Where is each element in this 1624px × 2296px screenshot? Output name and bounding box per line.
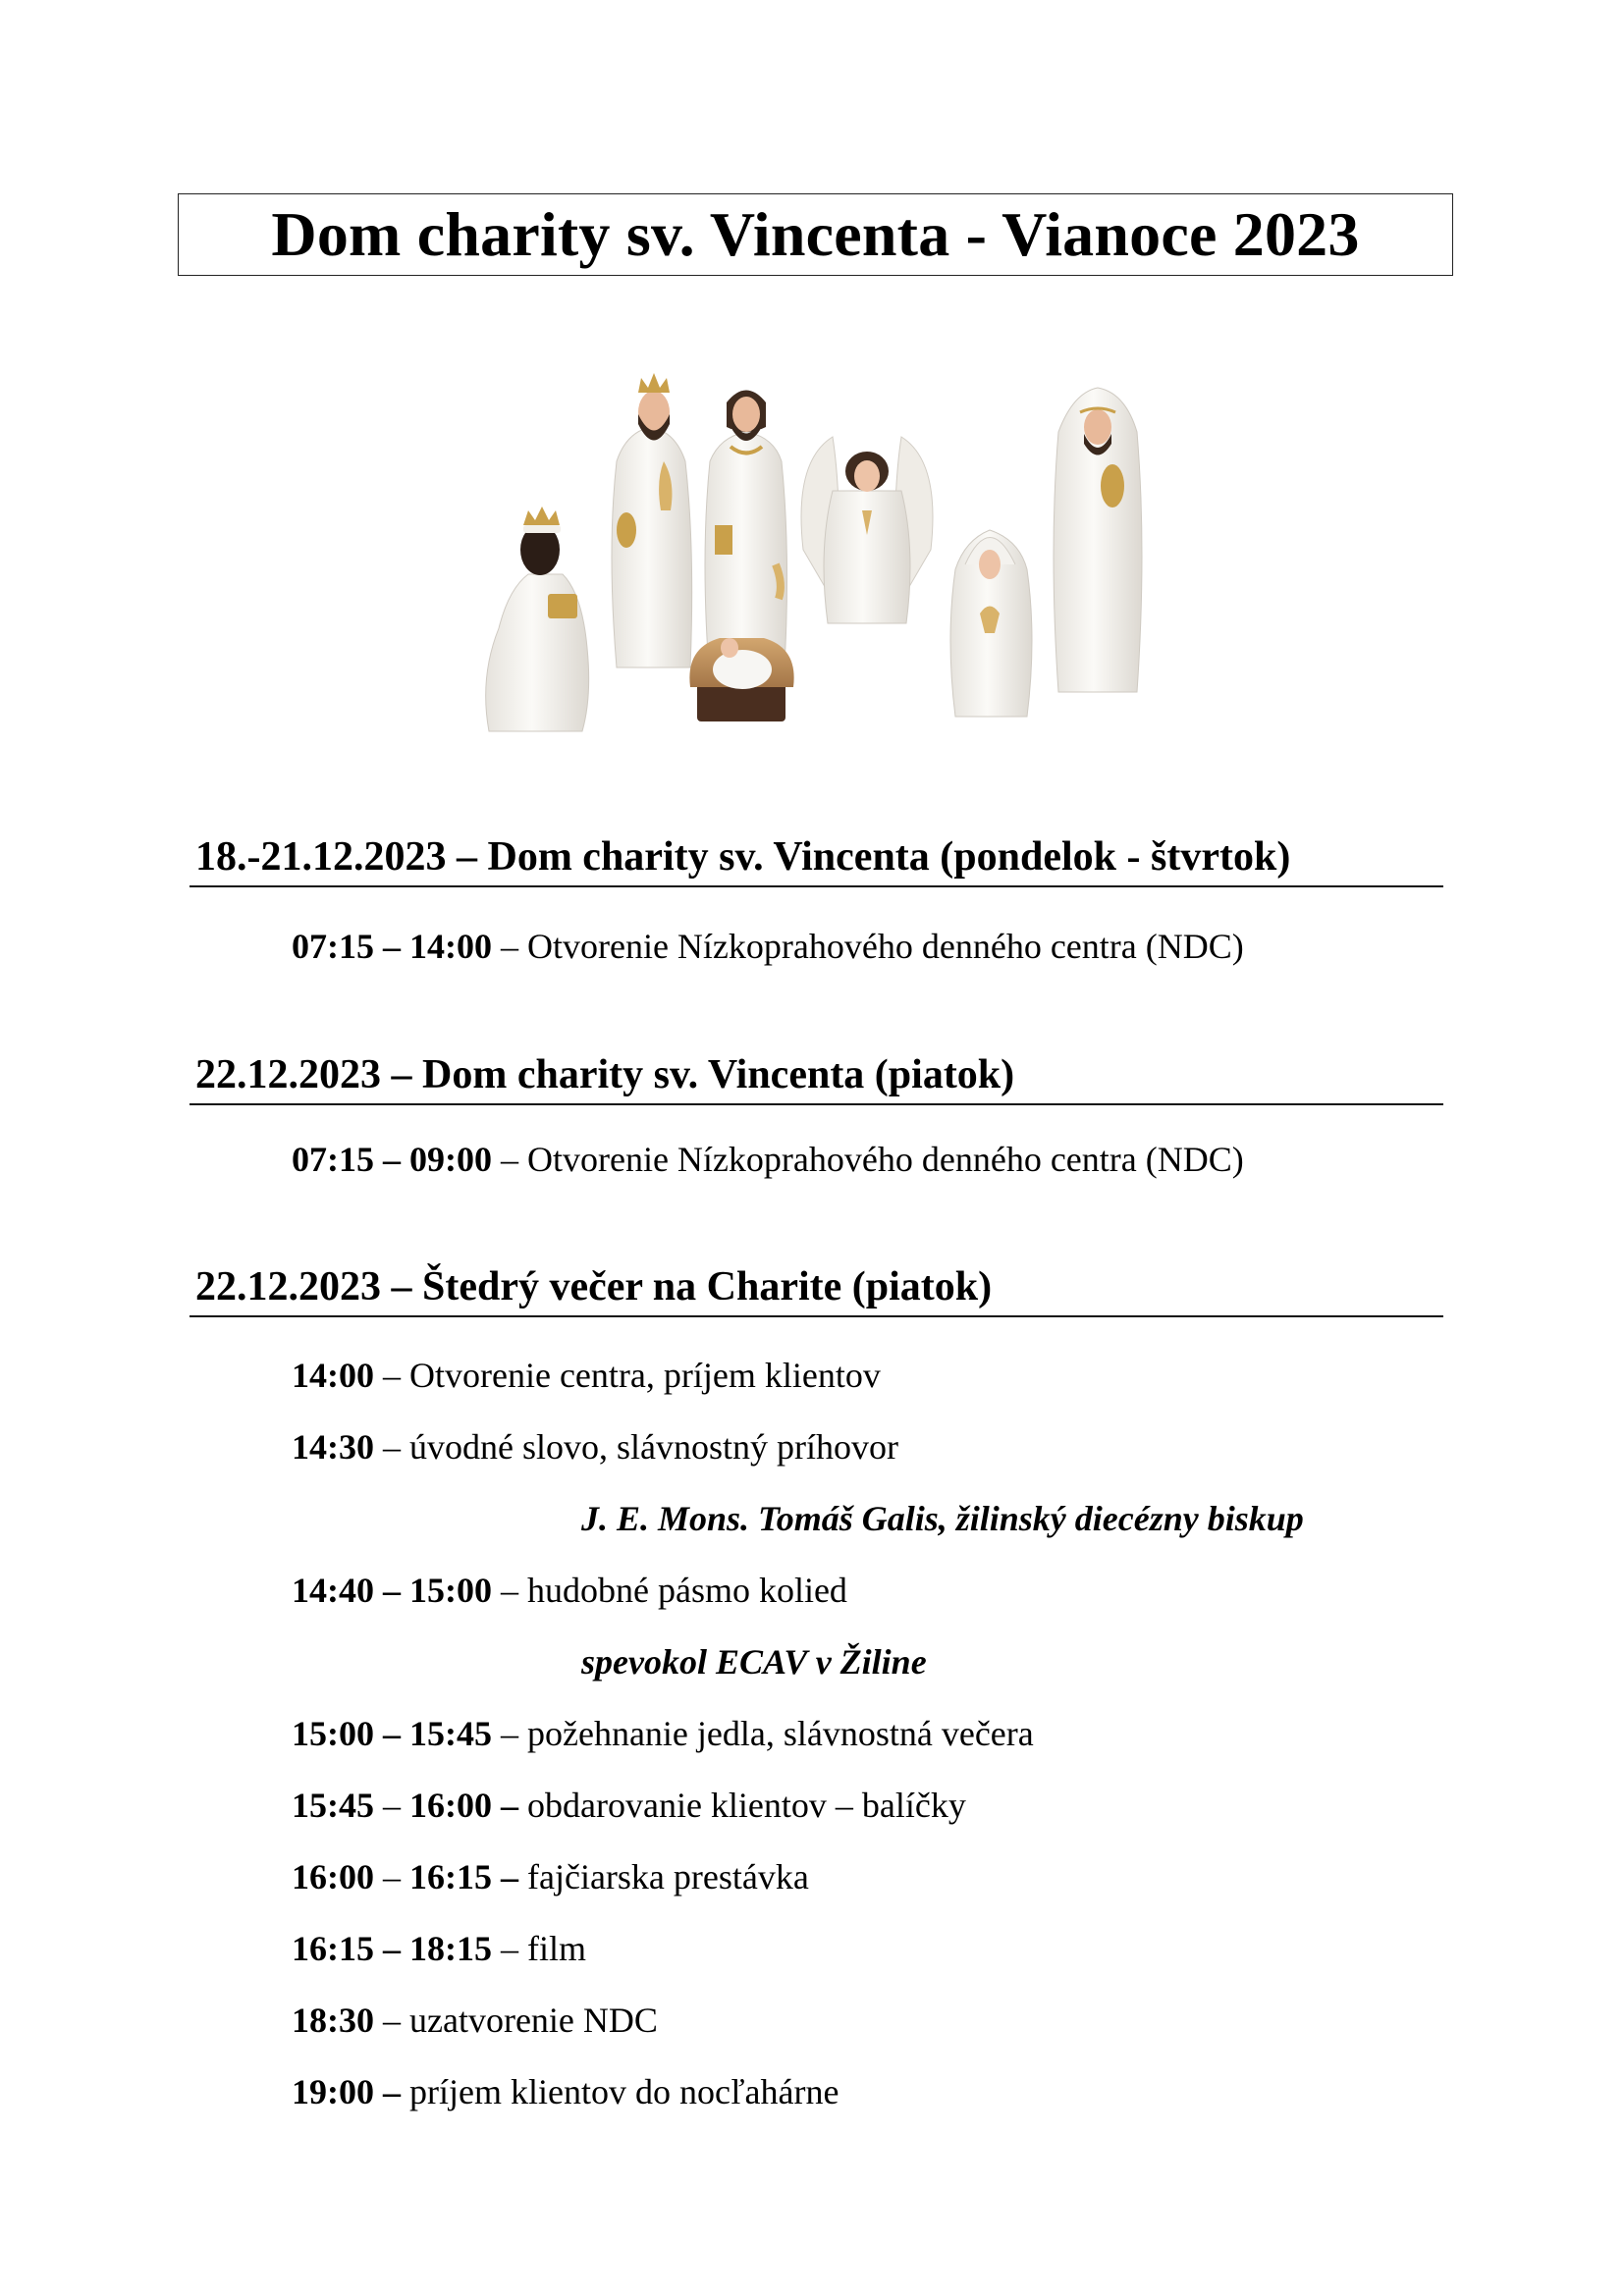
schedule-text: Otvorenie Nízkoprahového denného centra (NDC)	[526, 927, 1244, 966]
time-range-dash: –	[374, 1857, 409, 1896]
schedule-item	[292, 1429, 898, 1465]
section-heading: 22.12.2023 – Dom charity sv. Vincenta (piatok)	[189, 1054, 1443, 1105]
angel-figure	[801, 437, 933, 623]
separator: –	[374, 1427, 409, 1467]
mary-figure	[950, 530, 1032, 717]
separator: –	[492, 1857, 527, 1896]
separator: –	[491, 1714, 527, 1753]
time-range-dash: –	[374, 1786, 409, 1825]
separator: –	[374, 1356, 409, 1395]
king-standing-figure	[612, 373, 692, 667]
schedule-text: Otvorenie Nízkoprahového denného centra (NDC)	[526, 1140, 1244, 1179]
schedule-time: 15:00 – 15:45	[292, 1714, 492, 1753]
king-kneeling-figure	[486, 507, 589, 731]
performer-credit: spevokol ECAV v Žiline	[581, 1642, 927, 1682]
schedule-item	[292, 1859, 809, 1895]
shepherd-figure	[1054, 388, 1142, 692]
schedule-time-end: 16:00	[409, 1786, 492, 1825]
schedule-text: úvodné slovo, slávnostný príhovor	[409, 1427, 898, 1467]
schedule-time-end: 16:15	[409, 1857, 492, 1896]
separator: –	[491, 927, 527, 966]
separator: –	[491, 1929, 527, 1968]
schedule-time: 14:00	[292, 1356, 374, 1395]
schedule-text: hudobné pásmo kolied	[526, 1571, 847, 1610]
separator: –	[491, 1571, 527, 1610]
schedule-time: 07:15 – 14:00	[292, 927, 492, 966]
separator: –	[374, 2072, 409, 2111]
schedule-text: obdarovanie klientov – balíčky	[527, 1786, 966, 1825]
section-heading: 18.-21.12.2023 – Dom charity sv. Vincenta (pondelok - štvrtok)	[189, 836, 1443, 887]
schedule-item	[292, 1931, 586, 1966]
separator: –	[491, 1140, 527, 1179]
separator: –	[374, 2001, 409, 2040]
schedule-item	[292, 1358, 881, 1393]
schedule-item	[292, 1142, 1244, 1177]
page-title: Dom charity sv. Vincenta - Vianoce 2023	[271, 199, 1360, 269]
schedule-item	[292, 1573, 847, 1608]
schedule-text: požehnanie jedla, slávnostná večera	[526, 1714, 1034, 1753]
schedule-text: fajčiarska prestávka	[527, 1857, 809, 1896]
schedule-time: 14:30	[292, 1427, 374, 1467]
schedule-item	[292, 2002, 658, 2038]
schedule-time-start: 16:00	[292, 1857, 374, 1896]
separator: –	[492, 1786, 527, 1825]
schedule-time: 14:40 – 15:00	[292, 1571, 492, 1610]
title-box	[178, 193, 1453, 276]
nativity-image	[469, 353, 1161, 746]
schedule-text: uzatvorenie NDC	[409, 2001, 658, 2040]
schedule-item	[292, 1716, 1034, 1751]
schedule-text: príjem klientov do nocľahárne	[409, 2072, 839, 2111]
schedule-text: film	[526, 1929, 586, 1968]
schedule-time: 19:00	[292, 2072, 374, 2111]
nativity-figurines-illustration	[469, 353, 1161, 746]
schedule-time: 07:15 – 09:00	[292, 1140, 492, 1179]
schedule-time-start: 15:45	[292, 1786, 374, 1825]
schedule-time: 16:15 – 18:15	[292, 1929, 492, 1968]
manger-figure	[689, 638, 793, 721]
schedule-item	[292, 2074, 839, 2109]
section-heading: 22.12.2023 – Štedrý večer na Charite (piatok)	[189, 1266, 1443, 1317]
schedule-time: 18:30	[292, 2001, 374, 2040]
speaker-credit: J. E. Mons. Tomáš Galis, žilinský diecézny biskup	[581, 1499, 1304, 1538]
schedule-text: Otvorenie centra, príjem klientov	[409, 1356, 881, 1395]
schedule-item	[292, 929, 1244, 964]
schedule-item	[292, 1788, 966, 1823]
